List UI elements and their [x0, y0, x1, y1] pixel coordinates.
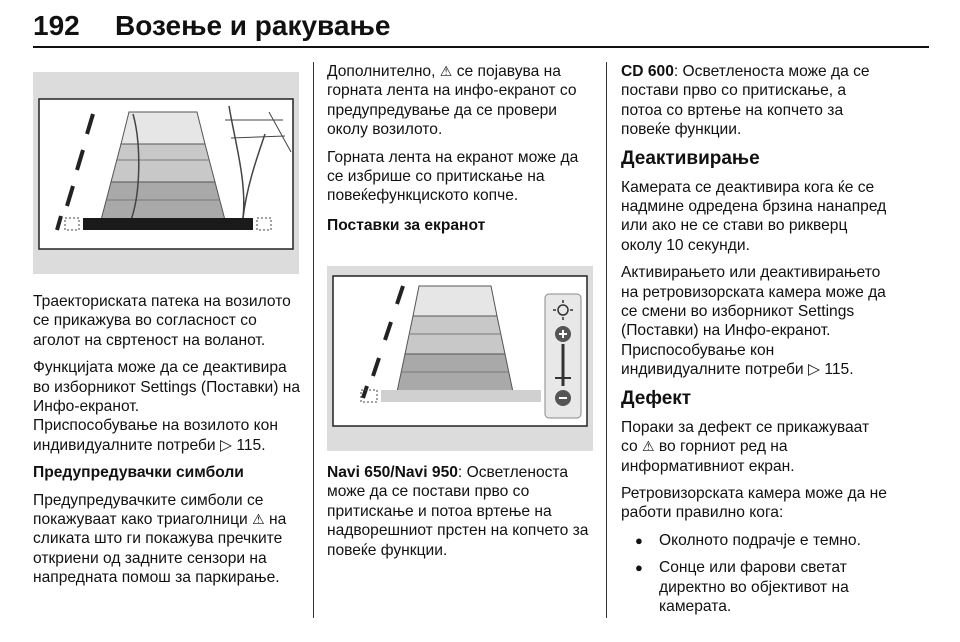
additional-text-b: се појавува на горната лента на инфо-екранот со предупредување да се провери околу возилото.: [327, 63, 577, 139]
heading-deactivation: Деактивирање: [621, 147, 760, 169]
fault-conditions-list: [621, 531, 889, 617]
cd-paragraph: [621, 62, 889, 140]
fault-paragraph-2: Ретровизорската камера може да не работи правилно кога:: [621, 484, 887, 522]
column-1: [33, 292, 303, 596]
heading-display-settings: Поставки за екранот: [327, 216, 486, 234]
page-reference[interactable]: 115.: [824, 361, 854, 379]
deactivate-paragraph: [33, 358, 303, 455]
page-number: 192: [33, 10, 80, 41]
column-3: [621, 62, 889, 624]
additional-paragraph: [327, 62, 595, 140]
warning-triangle-icon: ⚠: [439, 63, 453, 79]
fault-paragraph-1: [621, 418, 889, 476]
page-header: [33, 8, 925, 48]
navi-label: Navi 650/Navi 950: [327, 464, 458, 481]
column-2-bottom: [327, 463, 595, 568]
column-divider: [313, 62, 314, 618]
customize-text-3: Приспособување кон индивидуалните потреби: [621, 341, 804, 379]
deactivation-paragraph-1: Камерата се деактивира кога ќе се надмине одредена брзина нанапред или ако не се стави во рикверц околу 10 секунди.: [621, 178, 887, 254]
list-item: ● Околното подрачје е темно.: [621, 531, 889, 550]
warning-text-a: Предупредувачките симболи се покажуваат како триаголници: [33, 491, 264, 529]
column-divider: [606, 62, 607, 618]
navi-text: : Осветленоста може да се постави прво со притискање и потоа вртење на надворешниот прстен на копчето за повеќе функции.: [327, 464, 589, 559]
cd-label: CD 600: [621, 63, 674, 80]
cd-text: : Осветленоста може да се постави прво со притискање, а потоа со вртење на копчето за повеќе функции.: [621, 63, 870, 139]
heading-fault: Дефект: [621, 387, 692, 409]
list-item: ● Сонце или фарови светат директно во објективот на камерата.: [621, 558, 889, 616]
rear-camera-figure: [33, 72, 299, 274]
display-settings-figure: [327, 266, 593, 451]
deactivate-text: Функцијата може да се деактивира во изборникот Settings (Поставки) на Инфо-екранот.: [33, 359, 301, 416]
fault-text-a: Пораки за дефект се прикажуваат со: [621, 418, 870, 456]
topbar-paragraph: Горната лента на екранот може да се избрише со притискање на повеќефункциското копче.: [327, 148, 579, 205]
chapter-title: Возење и ракување: [115, 10, 391, 41]
warning-paragraph: [33, 491, 303, 588]
warning-triangle-icon: ⚠: [252, 511, 265, 528]
header-rule: [33, 46, 929, 48]
warning-triangle-icon: ⚠: [642, 438, 655, 455]
fault-text-b: во горниот ред на информативниот екран.: [621, 438, 795, 475]
warning-text-b: на сликата што ги покажува пречките откриени од задните сензори на напредната помош за паркирање.: [33, 511, 287, 587]
deactivation-text-2: Активирањето или деактивирањето на ретровизорската камера може да се смени во изборникот Settings (Поставки) на Инфо-екранот.: [621, 264, 886, 340]
additional-text-a: Дополнително,: [327, 63, 436, 80]
ref-arrow-icon[interactable]: ▷: [219, 436, 232, 454]
navi-paragraph: [327, 463, 595, 560]
deactivation-paragraph-2: [621, 263, 889, 379]
figure-caption: Траекториската патека на возилото се прикажува во согласност со аголот на свртеност на воланот.: [33, 293, 291, 349]
customize-text: Приспособување на возилото кон индивидуалните потреби: [33, 417, 278, 454]
heading-warning-symbols: Предупредувачки симболи: [33, 464, 244, 482]
column-2: [327, 62, 595, 243]
page-reference[interactable]: 115.: [236, 436, 266, 454]
rear-camera-illustration: [33, 72, 299, 274]
ref-arrow-icon[interactable]: ▷: [807, 361, 820, 379]
display-settings-illustration: [327, 266, 593, 451]
